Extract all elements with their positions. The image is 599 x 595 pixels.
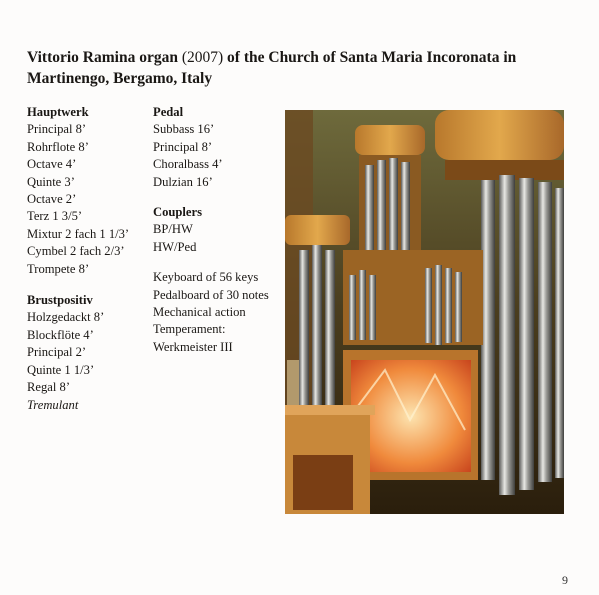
spec-item: Pedalboard of 30 notes [153,287,269,302]
coupler-item: HW/Ped [153,239,197,254]
stop-item: Principal 8’ [153,139,213,154]
stop-item: Choralbass 4’ [153,157,223,172]
spec-item: Mechanical action [153,305,246,320]
stop-item: Mixtur 2 fach 1 1/3’ [27,226,130,241]
spacer [153,191,288,204]
pedal-heading: Pedal [153,105,184,119]
stop-item: Rohrflote 8’ [27,139,89,154]
page-number: 9 [562,573,568,587]
stop-item: Subbass 16’ [153,122,215,137]
stop-item: Trompete 8’ [27,261,90,276]
stop-item: Principal 8’ [27,122,87,137]
title-year: (2007) [181,49,224,66]
organ-photo [285,110,564,514]
stop-item: Terz 1 3/5’ [27,209,83,224]
spec-item: Werkmeister III [153,339,233,354]
stop-item: Dulzian 16’ [153,174,213,189]
stop-item: Octave 4’ [27,157,77,172]
page-title [27,47,577,89]
stop-item: Quinte 1 1/3’ [27,362,95,377]
left-stop-column [27,104,152,414]
stop-item: Quinte 3’ [27,174,75,189]
title-organ: Vittorio Ramina organ [27,49,178,66]
stop-item: Holzgedackt 8’ [27,310,105,325]
right-stop-column [153,104,288,356]
brustpositiv-heading: Brustpositiv [27,293,93,308]
stop-item: Regal 8’ [27,380,71,395]
spec-item: Temperament: [153,322,226,337]
stop-item: Principal 2’ [27,345,87,360]
stop-item: Octave 2’ [27,192,77,207]
spacer [27,278,152,292]
stop-item: Cymbel 2 fach 2/3’ [27,244,125,259]
tremulant-item: Tremulant [27,397,79,412]
spec-item: Keyboard of 56 keys [153,270,259,285]
hauptwerk-heading: Hauptwerk [27,105,89,119]
spacer [153,256,288,269]
title-rest: of the Church of Santa Maria Incoronata in Martinengo, Bergamo, Italy [27,49,517,87]
couplers-heading: Couplers [153,205,202,220]
coupler-item: BP/HW [153,222,193,237]
stop-item: Blockflöte 4’ [27,327,94,342]
